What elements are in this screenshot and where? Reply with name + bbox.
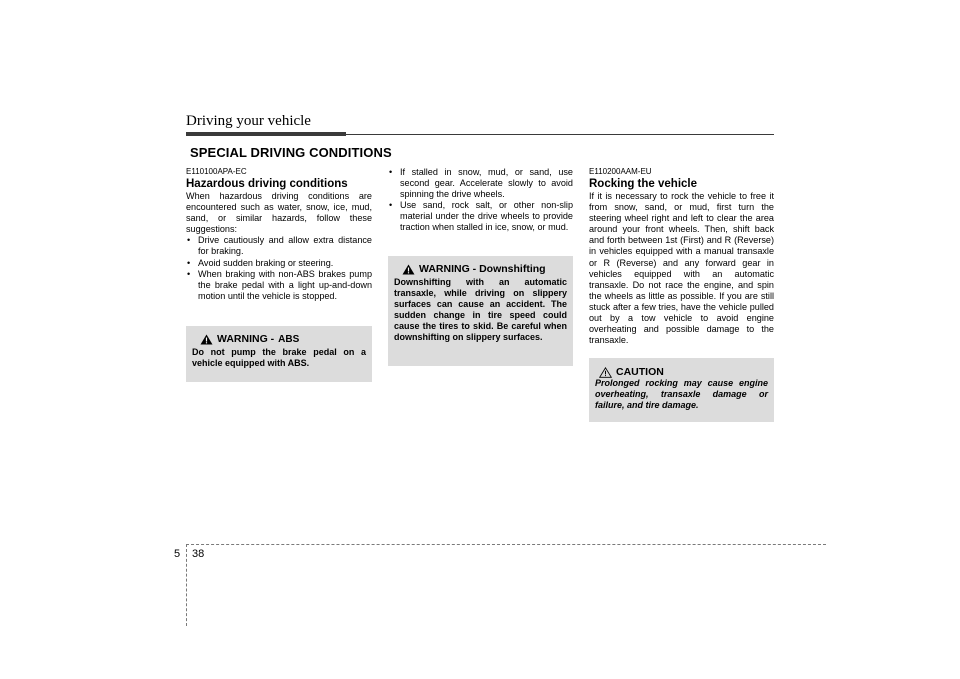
list-item: • If stalled in snow, mud, or sand, use second gear. Accelerate slowly to avoid spinning the drive wheels. bbox=[388, 167, 573, 200]
warning-triangle-icon bbox=[402, 264, 415, 275]
section-code: E110200AAM-EU bbox=[589, 167, 652, 176]
caution-triangle-icon bbox=[599, 367, 612, 378]
warning-label: WARNING - bbox=[217, 333, 275, 345]
intro-paragraph: When hazardous driving conditions are encountered such as water, snow, ice, mud, sand, or similar hazards, follow these suggestions: bbox=[186, 191, 372, 235]
warning-downshifting-box bbox=[388, 256, 573, 366]
section-title: Driving your vehicle bbox=[186, 113, 311, 129]
section-heading: Rocking the vehicle bbox=[589, 178, 698, 190]
list-item: • Avoid sudden braking or steering. bbox=[186, 258, 372, 269]
suggestion-list bbox=[186, 235, 372, 302]
warning-topic: ABS bbox=[278, 333, 300, 345]
footer-margin-line bbox=[186, 544, 187, 626]
warning-triangle-icon bbox=[200, 334, 213, 345]
list-item: • Drive cautiously and allow extra distance for braking. bbox=[186, 235, 372, 257]
section-heading: Hazardous driving conditions bbox=[186, 178, 348, 190]
column-hazardous-conditions bbox=[186, 167, 372, 302]
column-stalled-tips bbox=[388, 167, 573, 234]
rocking-paragraph: If it is necessary to rock the vehicle to free it from snow, sand, or mud, first turn the steering wheel right and left to clear the area around your front wheels. Then, shift back and forth between 1st (First) and R (Reverse) in vehicles equipped with a manual transaxle or R (Reverse) and any forward gear in vehicles equipped with an automatic transaxle. Do not race the engine, and spin the wheels as little as possible. If you are still stuck after a few tries, have the vehicle pulled out by a tow vehicle to avoid engine overheating and possible damage to the transaxle. bbox=[589, 191, 774, 346]
warning-abs-box bbox=[186, 326, 372, 382]
header-rule bbox=[346, 134, 774, 135]
caution-box bbox=[589, 358, 774, 422]
header-bar bbox=[186, 132, 346, 136]
caution-label: CAUTION bbox=[616, 366, 664, 378]
warning-label: WARNING - Downshifting bbox=[419, 263, 546, 275]
list-item: • When braking with non-ABS brakes pump the brake pedal with a light up-and-down motion until the vehicle is stopped. bbox=[186, 269, 372, 302]
footer-rule bbox=[186, 544, 826, 545]
section-code: E110100APA-EC bbox=[186, 167, 247, 176]
caution-text: Prolonged rocking may cause engine overheating, transaxle damage or failure, and tire damage. bbox=[595, 378, 768, 410]
warning-text: Downshifting with an automatic transaxle, while driving on slippery surfaces can cause an accident. The sudden change in tire speed could cause the tires to skid. Be careful when downshifting on slippery surfaces. bbox=[394, 277, 567, 342]
list-item: • Use sand, rock salt, or other non-slip material under the drive wheels to provide traction when stalled in ice, snow, or mud. bbox=[388, 200, 573, 233]
page-number: 38 bbox=[192, 548, 205, 560]
column-rocking-vehicle bbox=[589, 167, 774, 346]
chapter-title: SPECIAL DRIVING CONDITIONS bbox=[190, 145, 392, 160]
chapter-number: 5 bbox=[174, 548, 181, 560]
tip-list bbox=[388, 167, 573, 234]
warning-text: Do not pump the brake pedal on a vehicle equipped with ABS. bbox=[192, 347, 366, 368]
